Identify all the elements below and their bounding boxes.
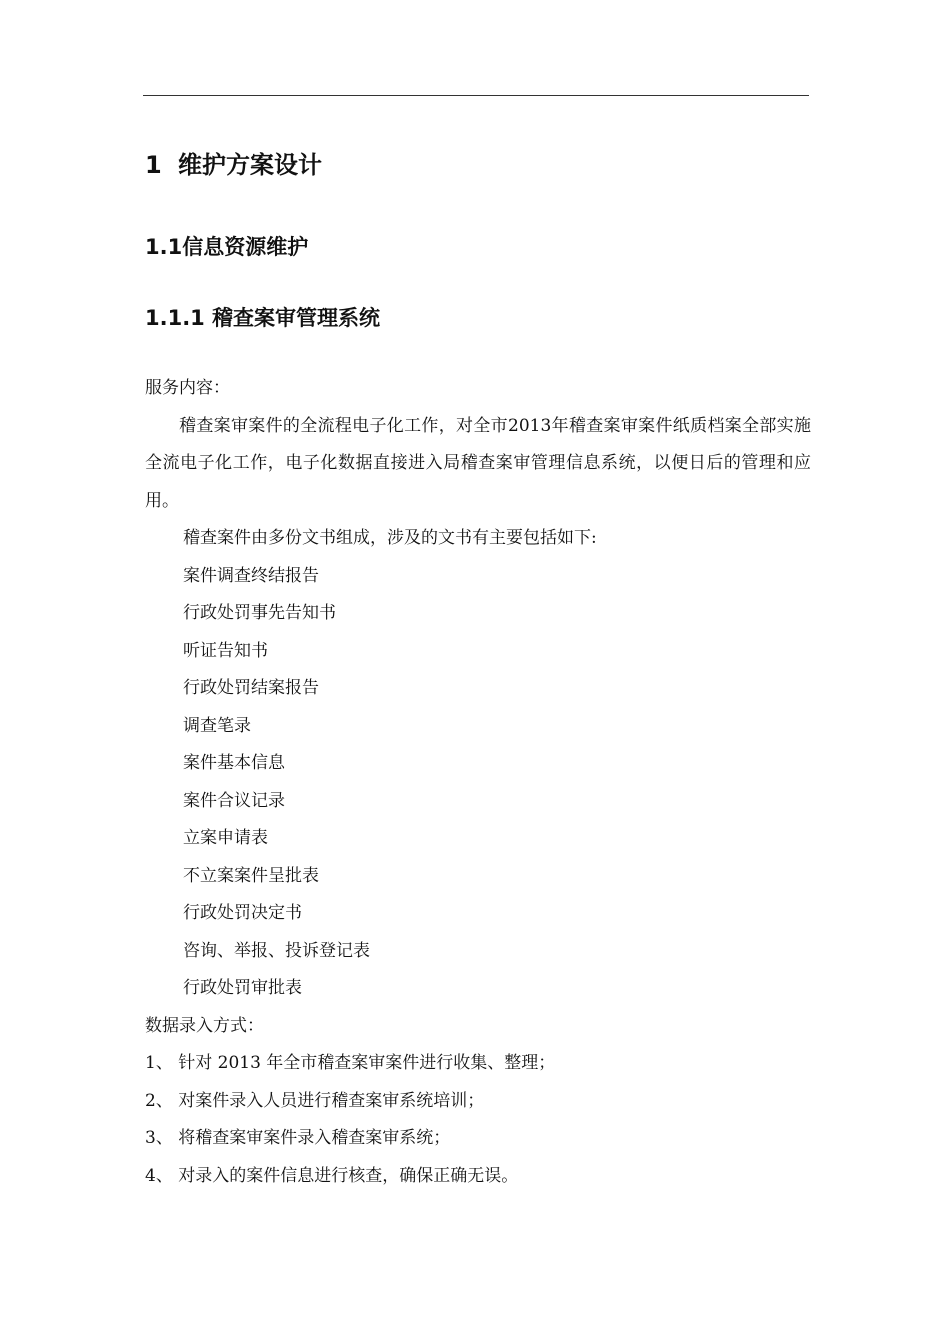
service-label: 服务内容： — [145, 378, 230, 398]
heading-3-number: 1.1.1 — [145, 306, 205, 330]
heading-3-title: 稽查案审管理系统 — [212, 306, 380, 330]
document-item: 咨询、举报、投诉登记表 — [183, 940, 370, 961]
document-item: 行政处罚审批表 — [183, 978, 302, 998]
documents-intro: 稽查案件由多份文书组成，涉及的文书有主要包括如下: — [183, 528, 597, 548]
document-item: 行政处罚事先告知书 — [183, 603, 336, 623]
document-item: 行政处罚结案报告 — [183, 678, 319, 698]
document-item: 听证告知书 — [183, 640, 268, 661]
heading-1-title: 维护方案设计 — [178, 151, 322, 179]
document-item: 立案申请表 — [183, 828, 268, 848]
header-rule — [143, 95, 809, 96]
entry-step: 1、 针对 2013 年全市稽查案审案件进行收集、整理； — [145, 1053, 556, 1073]
heading-1-number: 1 — [145, 151, 162, 179]
body-text — [145, 370, 811, 1195]
document-item: 调查笔录 — [183, 715, 251, 736]
service-paragraph: 稽查案审案件的全流程电子化工作，对全市2013年稽查案审案件纸质档案全部实施全流电子化工作，电子化数据直接进入局稽查案审管理信息系统，以便日后的管理和应用。 — [145, 415, 811, 511]
entry-label: 数据录入方式： — [145, 1015, 264, 1036]
document-item: 不立案案件呈批表 — [183, 865, 319, 886]
document-item: 案件基本信息 — [183, 753, 285, 773]
heading-2: 1.1信息资源维护 — [145, 235, 309, 259]
entry-step: 2、 对案件录入人员进行稽查案审系统培训； — [145, 1090, 485, 1111]
document-item: 案件调查终结报告 — [183, 565, 319, 586]
document-item: 案件合议记录 — [183, 790, 285, 811]
heading-1 — [145, 148, 322, 182]
entry-step: 4、 对录入的案件信息进行核查，确保正确无误。 — [145, 1165, 519, 1186]
entry-step: 3、 将稽查案审案件录入稽查案审系统； — [145, 1128, 451, 1148]
document-item: 行政处罚决定书 — [183, 903, 302, 923]
heading-3 — [145, 302, 380, 334]
